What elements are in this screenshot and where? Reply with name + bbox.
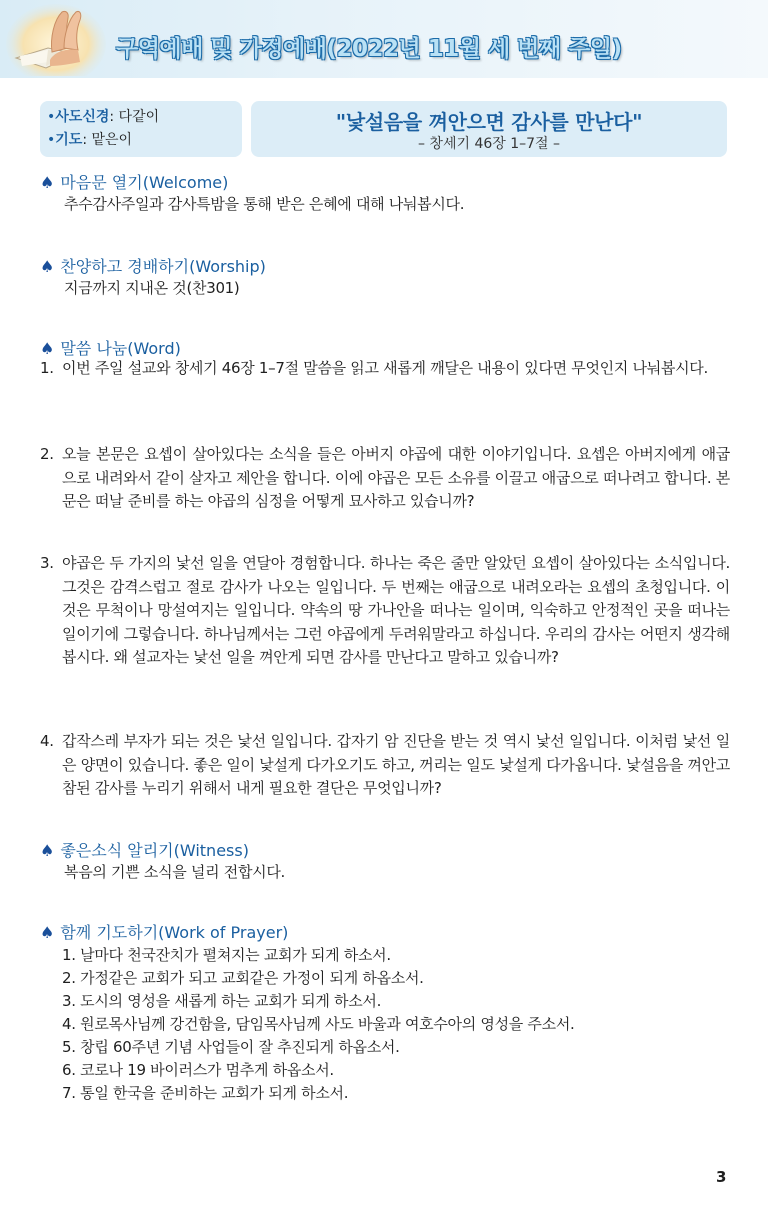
praying-hands-bible-icon [6,4,106,76]
spade-icon: ♠ [40,257,55,276]
list-item: 6. 코로나 19 바이러스가 멈추게 하옵소서. [62,1061,334,1079]
bullet-icon: • [47,109,56,125]
worship-text: 지금까지 지내온 것(찬301) [64,279,240,297]
section-heading-witness [40,838,249,861]
question-text: 이번 주일 설교와 창세기 46장 1–7절 말씀을 읽고 새롭게 깨달은 내용이 있다면 무엇인지 나눠봅시다. [62,359,708,377]
section-heading-label: 말씀 나눔(Word) [60,339,181,358]
list-item: 5. 창립 60주년 기념 사업들이 잘 추진되게 하옵소서. [62,1038,400,1056]
spade-icon: ♠ [40,923,55,942]
sermon-title-box [251,101,727,157]
prayer-line [47,129,242,152]
section-heading-label: 좋은소식 알리기(Witness) [60,841,249,860]
scripture-reference: – 창세기 46장 1–7절 – [417,136,561,152]
creed-line [47,106,242,129]
section-heading-word [40,336,181,359]
page-header [0,0,768,78]
question-4 [40,730,730,801]
page-number: 3 [716,1168,727,1186]
question-text: 갑작스레 부자가 되는 것은 낯선 일입니다. 갑자기 암 진단을 받는 것 역시 낯선 일입니다. 이처럼 낯선 일은 양면이 있습니다. 좋은 일이 낯설게 다가오기도 하고, 꺼리는 일도 낯설게 다가옵니다. 낯설음을 껴안고 참된 감사를 누리기 위해서 내게 필요한 결단은 무엇입니까? [62,732,730,797]
page-title: 구역예배 및 가정예배(2022년 11월 세 번째 주일) [116,36,622,62]
list-item: 3. 도시의 영성을 새롭게 하는 교회가 되게 하소서. [62,992,382,1010]
creed-value: : 다같이 [109,109,160,125]
prayer-value: : 맡은이 [82,132,133,148]
question-number: 1. [40,359,54,377]
question-3 [40,552,730,670]
list-item: 2. 가정같은 교회가 되고 교회같은 가정이 되게 하옵소서. [62,969,424,987]
question-1 [40,357,730,381]
question-text: 오늘 본문은 요셉이 살아있다는 소식을 들은 아버지 야곱에 대한 이야기입니다. 요셉은 아버지에게 애굽으로 내려와서 같이 살자고 제안을 합니다. 이에 야곱은 모든 소유를 이끌고 애굽으로 떠나려고 합니다. 본문은 떠날 준비를 하는 야곱의 심정을 어떻게 묘사하고 있습니까? [62,445,730,510]
witness-text: 복음의 기쁜 소식을 널리 전합시다. [64,863,286,881]
question-number: 4. [40,732,54,750]
spade-icon: ♠ [40,339,55,358]
section-heading-label: 함께 기도하기(Work of Prayer) [60,923,289,942]
welcome-text: 추수감사주일과 감사특밤을 통해 받은 은혜에 대해 나눠봅시다. [64,195,465,213]
prayer-label: 기도 [55,132,83,148]
sermon-title: "낯설음을 껴안으면 감사를 만난다" [335,110,643,134]
question-number: 2. [40,445,54,463]
section-heading-welcome [40,170,228,193]
section-heading-label: 찬양하고 경배하기(Worship) [60,257,266,276]
section-heading-label: 마음문 열기(Welcome) [60,173,229,192]
question-2 [40,443,730,514]
question-text: 야곱은 두 가지의 낯선 일을 연달아 경험합니다. 하나는 죽은 줄만 알았던 요셉이 살아있다는 소식입니다. 그것은 감격스럽고 절로 감사가 나오는 일입니다. 두 번째는 애굽으로 내려오라는 요셉의 초청입니다. 이것은 무척이나 망설여지는 일입니다. 약속의 땅 가나안을 떠나는 일이며, 익숙하고 안정적인 곳을 떠나는 일이기에 그렇습니다. 하나님께서는 그런 야곱에게 두려워말라고 하십니다. 우리의 감사는 어떤지 생각해봅시다. 왜 설교자는 낯선 일을 껴안게 되면 감사를 만난다고 말하고 있습니까? [62,554,730,666]
prayer-list [62,944,574,1105]
list-item: 7. 통일 한국을 준비하는 교회가 되게 하소서. [62,1084,349,1102]
creed-label: 사도신경 [55,109,110,125]
list-item: 4. 원로목사님께 강건함을, 담임목사님께 사도 바울과 여호수아의 영성을 주소서. [62,1015,575,1033]
spade-icon: ♠ [40,173,55,192]
section-heading-prayer [40,920,288,943]
spade-icon: ♠ [40,841,55,860]
worship-order-box [40,101,242,157]
section-heading-worship [40,254,266,277]
list-item: 1. 날마다 천국잔치가 펼쳐지는 교회가 되게 하소서. [62,946,391,964]
bullet-icon: • [47,132,56,148]
question-number: 3. [40,554,54,572]
